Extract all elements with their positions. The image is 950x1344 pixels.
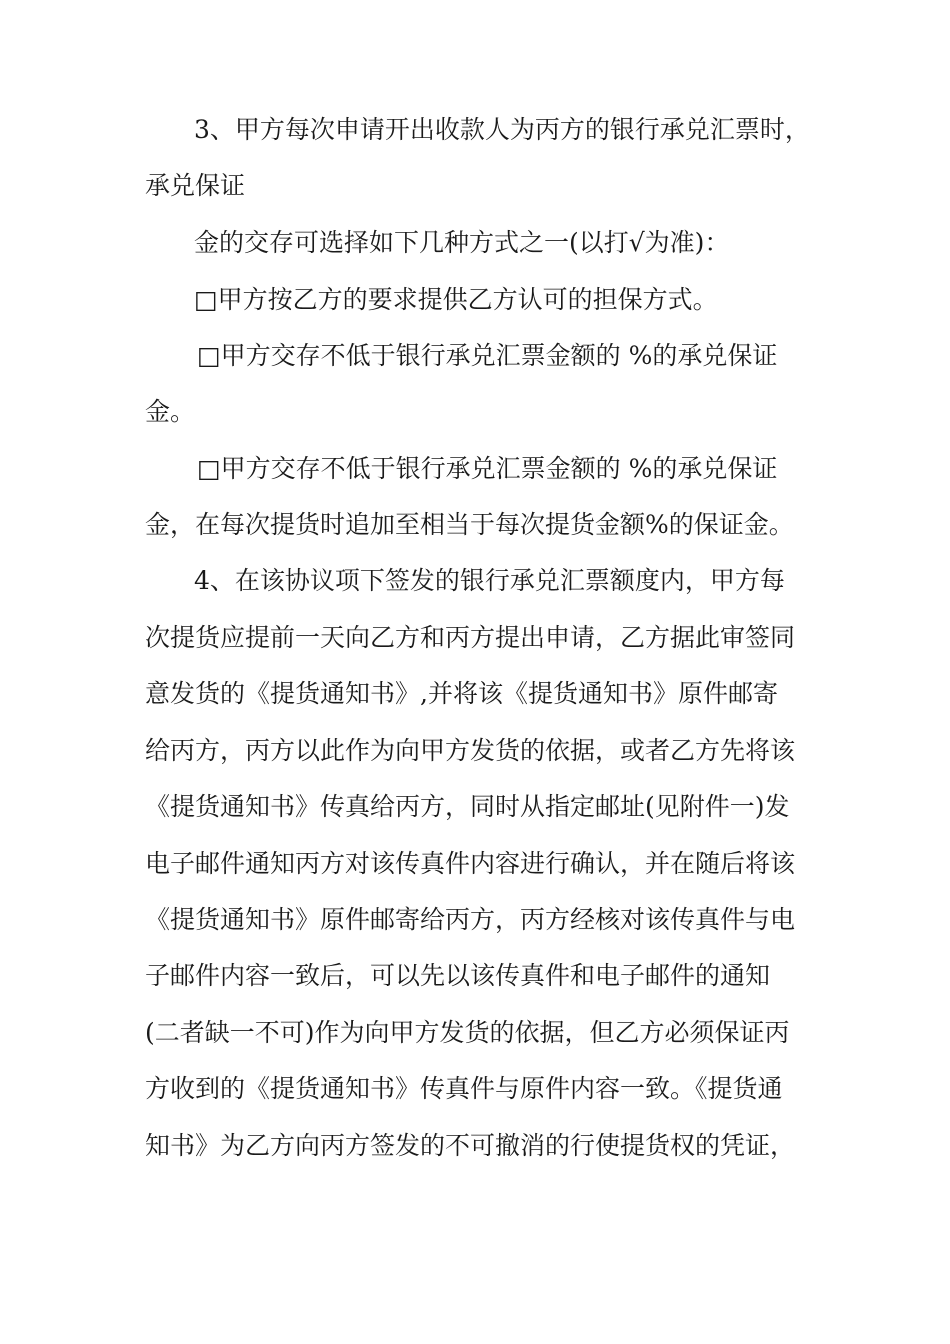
text-line: 知书》为乙方向丙方签发的不可撤消的行使提货权的凭证，	[145, 1131, 796, 1160]
text-line: 4、在该协议项下签发的银行承兑汇票额度内，甲方每	[194, 566, 785, 595]
text-line: 方收到的《提货通知书》传真件与原件内容一致。《提货通	[145, 1074, 783, 1103]
text-line: 《提货通知书》原件邮寄给丙方，丙方经核对该传真件与电	[145, 905, 796, 934]
text-line: 次提货应提前一天向乙方和丙方提出申请，乙方据此审签同	[145, 623, 796, 652]
text-line: 给丙方，丙方以此作为向甲方发货的依据，或者乙方先将该	[145, 736, 796, 765]
text-line: 金的交存可选择如下几种方式之一(以打√为准)：	[194, 228, 730, 257]
text-line: □甲方按乙方的要求提供乙方认可的担保方式。	[194, 285, 718, 314]
text-line: □甲方交存不低于银行承兑汇票金额的 %的承兑保证	[197, 341, 778, 370]
text-line: 承兑保证	[145, 171, 246, 200]
text-line: 《提货通知书》传真给丙方，同时从指定邮址(见附件一)发	[145, 792, 790, 821]
text-line: 金。	[145, 397, 196, 426]
text-line: 金，在每次提货时追加至相当于每次提货金额%的保证金。	[145, 510, 794, 539]
text-line: 电子邮件通知丙方对该传真件内容进行确认，并在随后将该	[145, 849, 796, 878]
text-line: 意发货的《提货通知书》,并将该《提货通知书》原件邮寄	[145, 679, 778, 708]
text-line: 3、甲方每次申请开出收款人为丙方的银行承兑汇票时，	[194, 115, 810, 144]
text-line: (二者缺一不可)作为向甲方发货的依据，但乙方必须保证丙	[145, 1018, 790, 1047]
text-line: □甲方交存不低于银行承兑汇票金额的 %的承兑保证	[197, 454, 778, 483]
text-line: 子邮件内容一致后，可以先以该传真件和电子邮件的通知	[145, 961, 771, 990]
